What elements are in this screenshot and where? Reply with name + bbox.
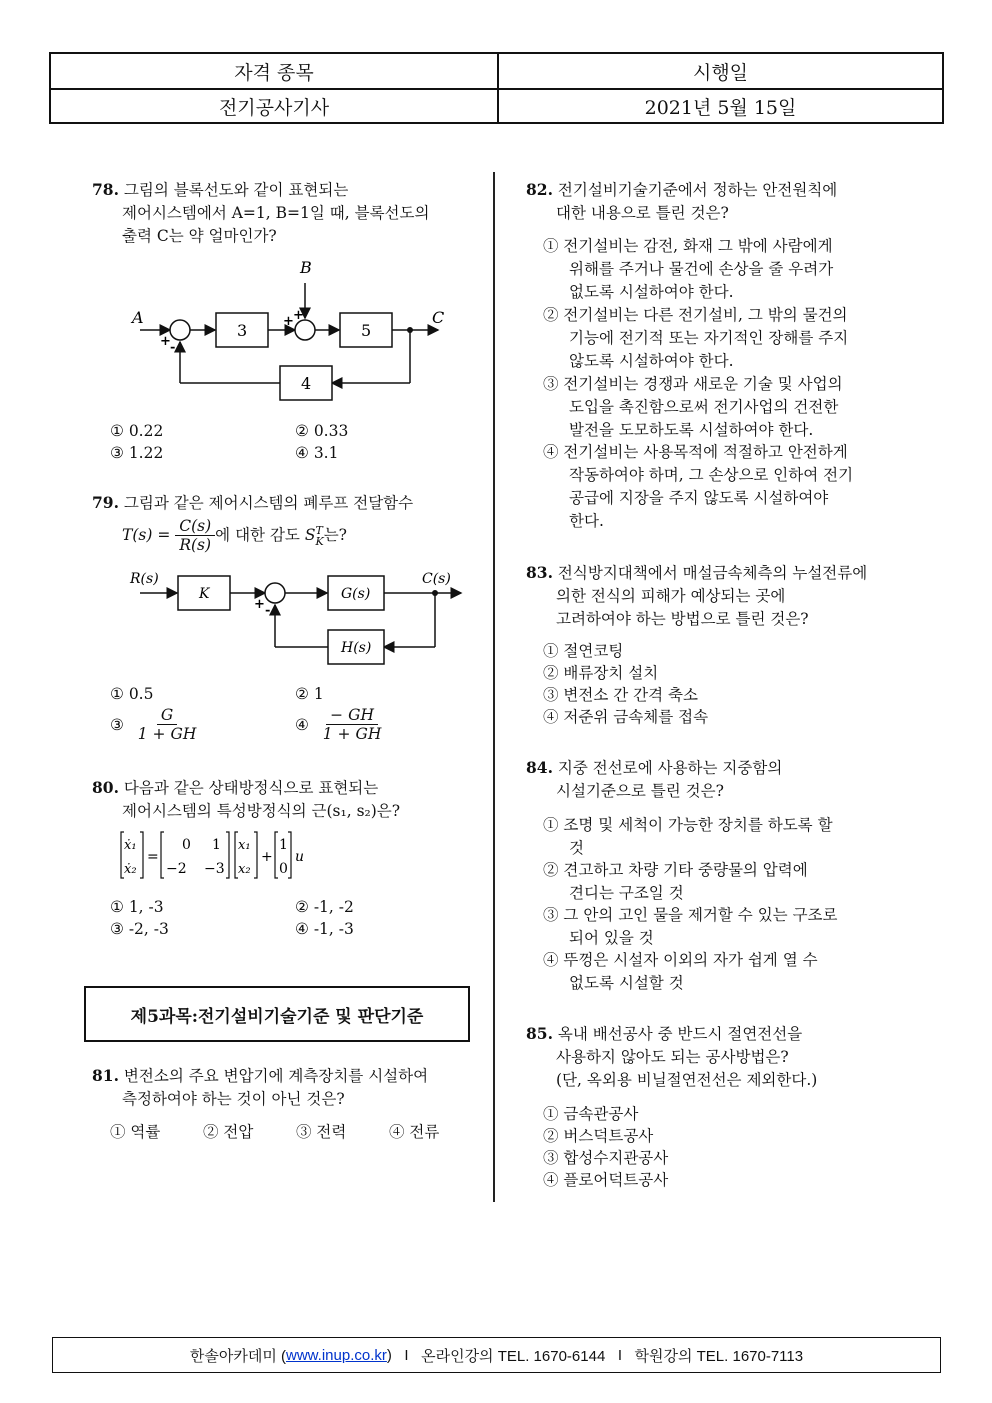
option-4[interactable] [543,949,818,995]
question-text: (단, 옥외용 비닐절연전선은 제외한다.) [556,1071,818,1089]
footer-brand: 한솔아카데미 ( [189,1347,287,1365]
x1-dot: ẋ₁ [124,838,137,853]
question-83 [526,561,867,631]
option-text: 도입을 촉진함으로써 전기사업의 건전한 [569,398,839,416]
option-1[interactable]: ① 0.22 [110,422,164,440]
a11: 0 [182,837,191,853]
question-text: 그림과 같은 제어시스템의 폐루프 전달함수 [123,494,414,512]
option-3[interactable]: ③ -2, -3 [110,920,169,938]
header-col2-value: 2021년 5월 15일 [644,96,797,119]
option-3[interactable]: ③ 변전소 간 간격 축소 [543,686,698,704]
a12: 1 [212,837,221,853]
option-4[interactable]: ④ 저준위 금속체를 접속 [543,708,709,726]
option-3[interactable] [543,904,838,950]
question-text: 전기설비기술기준에서 정하는 안전원칙에 [557,181,838,199]
block-h: H(s) [341,640,372,656]
question-text: 전식방지대책에서 매설금속체측의 누설전류에 [557,564,868,582]
option-text: 않도록 시설하여야 한다. [569,352,734,370]
block-5: 5 [361,321,372,340]
option-2[interactable]: ② 배류장치 설치 [543,664,659,682]
option-2[interactable]: ② 버스덕트공사 [543,1127,654,1145]
footer-separator: I [617,1346,622,1364]
label-a: A [132,308,144,327]
question-text: 는? [323,526,347,544]
footer-academy: 학원강의 TEL. 1670-7113 [634,1347,804,1365]
question-text: 다음과 같은 상태방정식으로 표현되는 [123,779,379,797]
header-col1-title: 자격 종목 [51,54,499,88]
question-number: 84. [526,758,553,777]
block-3: 3 [237,321,248,340]
footer-close: ) [386,1346,392,1364]
option-1[interactable] [543,814,833,860]
plus-sign: + [283,314,294,329]
header-col1-value: 전기공사기사 [51,89,499,123]
question-text: 의한 전식의 피해가 예상되는 곳에 [556,587,786,605]
option-text: 작동하여야 하며, 그 손상으로 인하여 전기 [569,466,854,484]
option-1[interactable]: ① 역률 [110,1123,161,1141]
option-2[interactable]: ② 전압 [203,1123,254,1141]
option-text: ② 전기설비는 다른 전기설비, 그 밖의 물건의 [543,306,848,324]
block-4: 4 [301,374,312,393]
question-number: 78. [92,180,119,199]
option-text: ③ 전기설비는 경쟁과 새로운 기술 및 사업의 [543,375,843,393]
question-80 [92,776,400,823]
question-text: 그림의 블록선도와 같이 표현되는 [123,181,349,199]
option-3[interactable]: ③ 합성수지관공사 [543,1149,669,1167]
option-text: 없도록 시설할 것 [569,974,684,992]
question-text: 시설기준으로 틀린 것은? [556,782,724,800]
option-4[interactable]: ④ -1, -3 [295,920,354,938]
label-c: C(s) [422,571,451,587]
state-equation [118,828,338,883]
transfer-num: C(s) [175,517,215,536]
question-78 [92,178,429,248]
question-text: 변전소의 주요 변압기에 계측장치를 시설하여 [123,1067,429,1085]
footer-separator: I [404,1346,409,1364]
option-4[interactable]: ④ 전류 [389,1123,440,1141]
b1: 1 [279,837,288,853]
input-u: u [295,849,305,865]
option-2[interactable]: ② 1 [295,685,324,703]
sensitivity-symbol: S [304,526,316,544]
option-4[interactable] [295,706,385,743]
option-text: ② 견고하고 차량 기타 중량물의 압력에 [543,861,808,879]
x2-dot: ẋ₂ [124,862,137,877]
option-1[interactable]: ① 절연코팅 [543,642,624,660]
option-text: 한다. [569,512,604,530]
question-text: 제어시스템에서 A=1, B=1일 때, 블록선도의 [122,204,430,222]
block-diagram-79 [125,568,470,668]
a21: −2 [166,861,187,877]
option-text: ④ 전기설비는 사용목적에 적절하고 안전하게 [543,443,848,461]
option-text: 되어 있을 것 [569,929,654,947]
question-text: 제어시스템의 특성방정식의 근(s₁, s₂)은? [122,802,401,820]
column-divider [493,172,495,1202]
transfer-den: R(s) [179,536,212,554]
option-4[interactable]: ④ 3.1 [295,444,339,462]
plus-sign: + [254,597,265,612]
label-c: C [432,308,445,327]
question-text: 옥내 배선공사 중 반드시 절연전선을 [557,1025,803,1043]
footer [52,1337,941,1373]
option-3[interactable] [110,706,200,743]
option-text: ① 조명 및 세척이 가능한 장치를 하도록 할 [543,816,833,834]
option-text: 기능에 전기적 또는 자기적인 장해를 주지 [569,329,849,347]
sensitivity-sub: K [315,534,324,548]
question-text: 대한 내용으로 틀린 것은? [556,204,729,222]
option-text: ① 전기설비는 감전, 화재 그 밖에 사람에게 [543,237,833,255]
option-1[interactable]: ① 1, -3 [110,898,164,916]
question-text: 사용하지 않아도 되는 공사방법은? [556,1048,789,1066]
option-num: − GH [326,706,378,725]
footer-url-link[interactable]: www.inup.co.kr [286,1346,387,1364]
plus: + [261,849,273,865]
option-1[interactable]: ① 0.5 [110,685,154,703]
question-number: 82. [526,180,553,199]
question-number: 83. [526,563,553,582]
option-text: 위해를 주거나 물건에 손상을 줄 우려가 [569,260,834,278]
label-r: R(s) [130,571,159,587]
option-text: 발전을 도모하도록 시설하여야 한다. [569,421,814,439]
option-2[interactable] [543,304,848,373]
question-number: 80. [92,778,119,797]
option-text: 견디는 구조일 것 [569,884,684,902]
question-number: 81. [92,1066,119,1085]
option-4[interactable]: ④ 플로어덕트공사 [543,1171,669,1189]
minus-sign: - [265,603,271,618]
equals: = [147,849,159,865]
option-text: ③ 그 안의 고인 물을 제거할 수 있는 구조로 [543,906,838,924]
option-den: 1 + GH [137,725,197,743]
question-text: 출력 C는 약 얼마인가? [122,227,277,245]
question-number: 79. [92,493,119,512]
plus-sign: + [293,308,304,323]
block-k: K [199,586,210,602]
option-num: G [157,706,177,725]
option-mark: ③ [110,715,124,734]
header-table [49,52,944,124]
question-text: 측정하여야 하는 것이 아닌 것은? [122,1090,345,1108]
question-82 [526,178,837,225]
label-b: B [300,258,312,277]
x1: x₁ [238,838,251,853]
sensitivity-sup: T [315,523,323,537]
option-2[interactable] [543,859,808,905]
block-diagram-78 [120,255,460,405]
option-mark: ④ [295,715,309,734]
question-text: 에 대한 감도 [215,526,300,544]
option-text: 없도록 시설하여야 한다. [569,283,734,301]
question-text: 지중 전선로에 사용하는 지중함의 [557,759,783,777]
option-2[interactable]: ② 0.33 [295,422,349,440]
b2: 0 [279,861,288,877]
option-4[interactable] [543,441,853,533]
question-text: 고려하여야 하는 방법으로 틀린 것은? [556,610,809,628]
section-title: 제5과목:전기설비기술기준 및 판단기준 [84,986,470,1042]
option-3[interactable]: ③ 전력 [296,1123,347,1141]
option-den: 1 + GH [322,725,382,743]
option-1[interactable]: ① 금속관공사 [543,1105,639,1123]
plus-sign: + [160,334,171,349]
question-number: 85. [526,1024,553,1043]
option-text: 것 [569,839,584,857]
option-3[interactable] [543,373,843,442]
a22: −3 [204,861,225,877]
question-79 [92,491,413,554]
question-81 [92,1064,428,1111]
option-3[interactable]: ③ 1.22 [110,444,164,462]
option-2[interactable]: ② -1, -2 [295,898,354,916]
footer-online: 온라인강의 TEL. 1670-6144 [421,1347,606,1365]
minus-sign: - [170,340,176,355]
question-84 [526,756,782,803]
header-col2-title: 시행일 [692,61,749,84]
option-1[interactable] [543,235,833,304]
option-text: 공급에 지장을 주지 않도록 시설하여야 [569,489,829,507]
transfer-lhs: T(s) = [122,526,171,544]
question-85 [526,1022,817,1092]
option-text: ④ 뚜껑은 시설자 이외의 자가 쉽게 열 수 [543,951,818,969]
block-g: G(s) [341,586,371,602]
x2: x₂ [238,862,251,877]
